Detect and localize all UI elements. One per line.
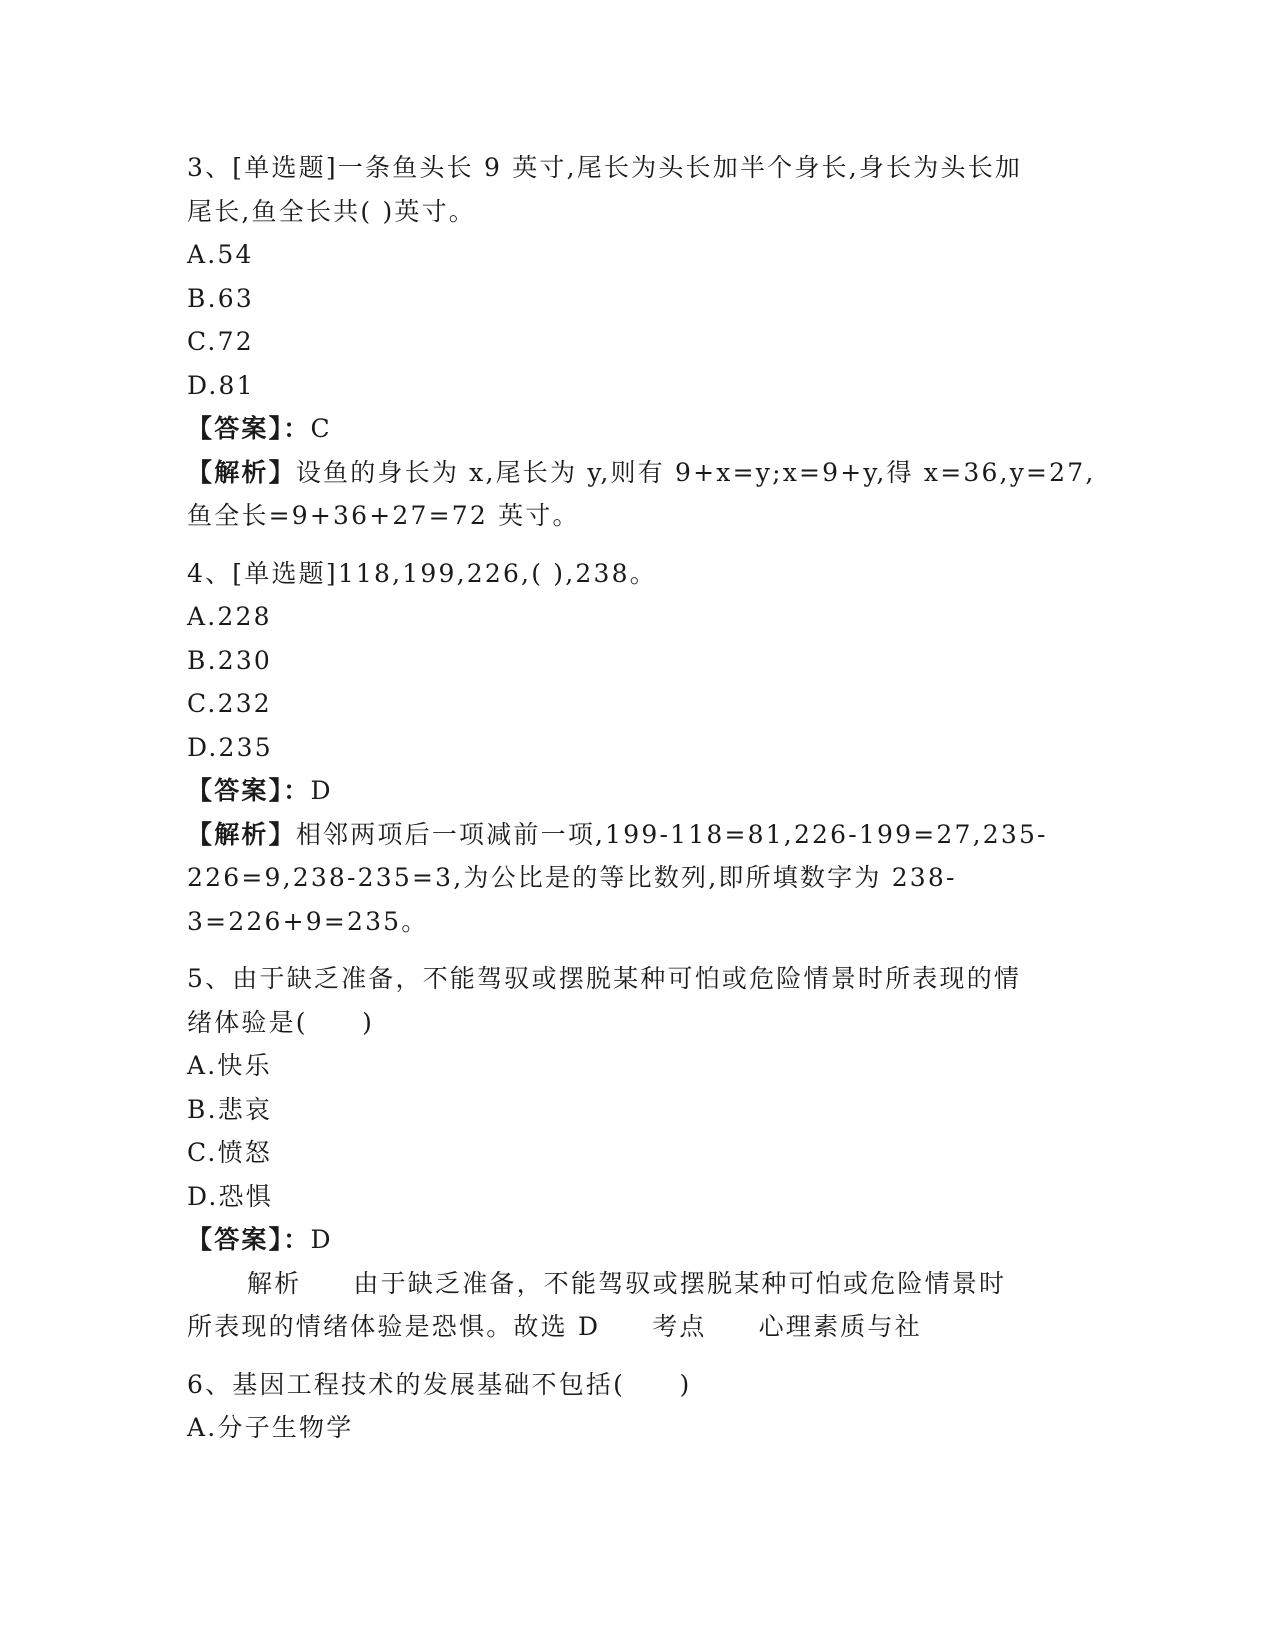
analysis-point: 心理素质与社 [758, 1312, 922, 1341]
option-d: D.235 [187, 732, 273, 762]
option-a: A.54 [187, 240, 254, 269]
analysis-text: 鱼全长=9+36+27=72 英寸。 [187, 501, 580, 530]
answer-value: D [310, 776, 333, 805]
answer-value: C [310, 414, 332, 443]
option-c: C.愤怒 [187, 1138, 272, 1167]
question-stem: 6、基因工程技术的发展基础不包括( ) [187, 1369, 692, 1399]
answer-line [187, 407, 1077, 451]
option-c: C.72 [187, 327, 254, 356]
answer-line [187, 1218, 1077, 1262]
option-a: A.快乐 [187, 1051, 272, 1080]
document-page [187, 146, 1096, 1450]
question-3 [187, 146, 1096, 538]
analysis-label: 【解析】 [187, 819, 296, 849]
answer-label: 【答案】： [187, 414, 311, 443]
question-4 [187, 552, 1077, 944]
option-c: C.232 [187, 689, 272, 718]
analysis-line [187, 451, 1096, 495]
analysis-label: 【解析】 [187, 457, 296, 487]
question-stem: 绪体验是( ) [187, 1007, 375, 1037]
option-b: B.63 [187, 283, 254, 313]
analysis-label: 解析 [247, 1268, 302, 1298]
analysis-text: 由于缺乏准备，不能驾驭或摆脱某种可怕或危险情景时 [353, 1268, 1007, 1298]
analysis-text: 所表现的情绪体验是恐惧。故选 D [187, 1312, 601, 1341]
answer-value: D [310, 1225, 333, 1254]
analysis-line [187, 1262, 1077, 1306]
question-5 [187, 957, 1077, 1349]
question-stem: 尾长,鱼全长共( )英寸。 [187, 196, 477, 226]
analysis-text: 设鱼的身长为 x,尾长为 y,则有 9+x=y;x=9+y,得 x=36,y=27, [295, 457, 1096, 487]
question-stem: 4、[单选题]118,199,226,( ),238。 [187, 558, 657, 588]
analysis-line [187, 813, 1077, 857]
option-d: D.恐惧 [187, 1181, 273, 1211]
option-b: B.230 [187, 645, 273, 675]
question-stem: 5、由于缺乏准备，不能驾驭或摆脱某种可怕或危险情景时所表现的情 [187, 964, 1022, 993]
option-a: A.228 [187, 602, 272, 631]
option-a: A.分子生物学 [187, 1413, 354, 1442]
answer-line [187, 769, 1077, 813]
answer-label: 【答案】： [187, 776, 311, 805]
analysis-point-label: 考点 [652, 1312, 707, 1341]
answer-label: 【答案】： [187, 1225, 311, 1254]
question-6 [187, 1363, 1077, 1450]
question-stem: 3、[单选题]一条鱼头长 9 英寸,尾长为头长加半个身长,身长为头长加 [187, 153, 1023, 182]
analysis-text: 相邻两项后一项减前一项,199-118=81,226-199=27,235- [295, 819, 1048, 849]
option-d: D.81 [187, 370, 255, 400]
analysis-text: 226=9,238-235=3,为公比是的等比数列,即所填数字为 238- [187, 863, 957, 892]
analysis-text: 3=226+9=235。 [187, 906, 429, 936]
option-b: B.悲哀 [187, 1094, 273, 1124]
analysis-line [187, 1305, 1077, 1349]
